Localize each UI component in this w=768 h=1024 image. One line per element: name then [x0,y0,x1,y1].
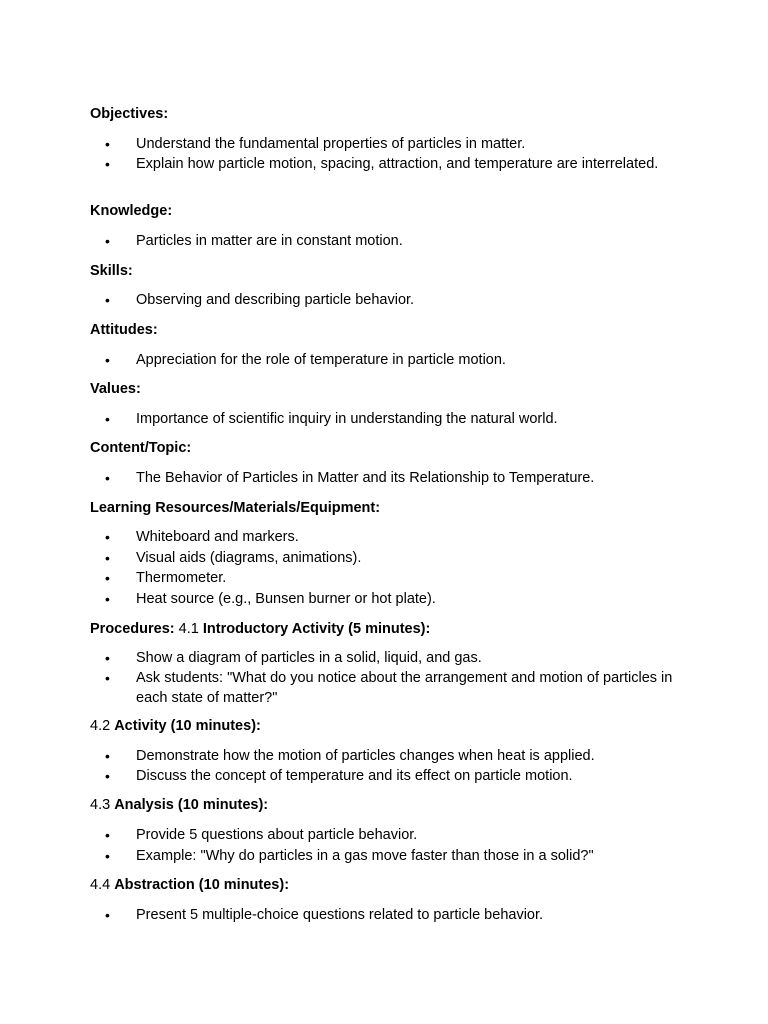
list-item: Ask students: "What do you notice about the arrangement and motion of particles in each state of matter?" [136,670,673,706]
list-item: Visual aids (diagrams, animations). [136,550,362,566]
bullet: • [105,591,110,607]
bullet: • [105,529,110,545]
list-item: Appreciation for the role of temperature in particle motion. [136,352,506,368]
bullet: • [105,570,110,586]
list-item: Heat source (e.g., Bunsen burner or hot plate). [136,591,436,607]
bullet: • [105,827,110,843]
bullet: • [105,550,110,566]
section-number: 4.2 [90,718,111,734]
list-item: Example: "Why do particles in a gas move faster than those in a solid?" [136,848,594,864]
bullet: • [105,292,110,308]
objectives-heading: Objectives: [90,106,169,122]
section-number: 4.4 [90,877,111,893]
list-item: Demonstrate how the motion of particles changes when heat is applied. [136,748,595,764]
list-item: Discuss the concept of temperature and its effect on particle motion. [136,768,573,784]
analysis-heading: 4.3 Analysis (10 minutes): [90,797,269,813]
abstraction-heading: 4.4 Abstraction (10 minutes): [90,877,290,893]
list-item: Explain how particle motion, spacing, attraction, and temperature are interrelated. [136,156,659,172]
list-item: Particles in matter are in constant motion. [136,233,403,249]
procedures-heading: Procedures: 4.1 Introductory Activity (5 minutes): [90,621,431,637]
bullet: • [105,748,110,764]
list-item: Provide 5 questions about particle behavior. [136,827,418,843]
bullet: • [105,768,110,784]
list-item: The Behavior of Particles in Matter and its Relationship to Temperature. [136,470,595,486]
bullet: • [105,136,110,152]
list-item: Thermometer. [136,570,227,586]
bullet: • [105,907,110,923]
list-item: Understand the fundamental properties of particles in matter. [136,136,526,152]
list-item: Show a diagram of particles in a solid, liquid, and gas. [136,650,482,666]
list-item: Whiteboard and markers. [136,529,299,545]
knowledge-heading: Knowledge: [90,203,173,219]
introductory-activity-heading: Introductory Activity (5 minutes): [202,621,431,637]
skills-heading: Skills: [90,263,133,279]
bullet: • [105,470,110,486]
bullet: • [105,650,110,666]
bullet: • [105,670,110,686]
section-number: 4.1 [178,621,199,637]
bullet: • [105,156,110,172]
content-topic-heading: Content/Topic: [90,440,192,456]
list-item: Observing and describing particle behavior. [136,292,415,308]
values-heading: Values: [90,381,141,397]
section-number: 4.3 [90,797,111,813]
bullet: • [105,411,110,427]
bullet: • [105,233,110,249]
bullet: • [105,352,110,368]
attitudes-heading: Attitudes: [90,322,158,338]
activity-heading: 4.2 Activity (10 minutes): [90,718,261,734]
list-item: Present 5 multiple-choice questions related to particle behavior. [136,907,544,923]
bullet: • [105,848,110,864]
resources-heading: Learning Resources/Materials/Equipment: [90,500,381,516]
list-item: Importance of scientific inquiry in understanding the natural world. [136,411,558,427]
